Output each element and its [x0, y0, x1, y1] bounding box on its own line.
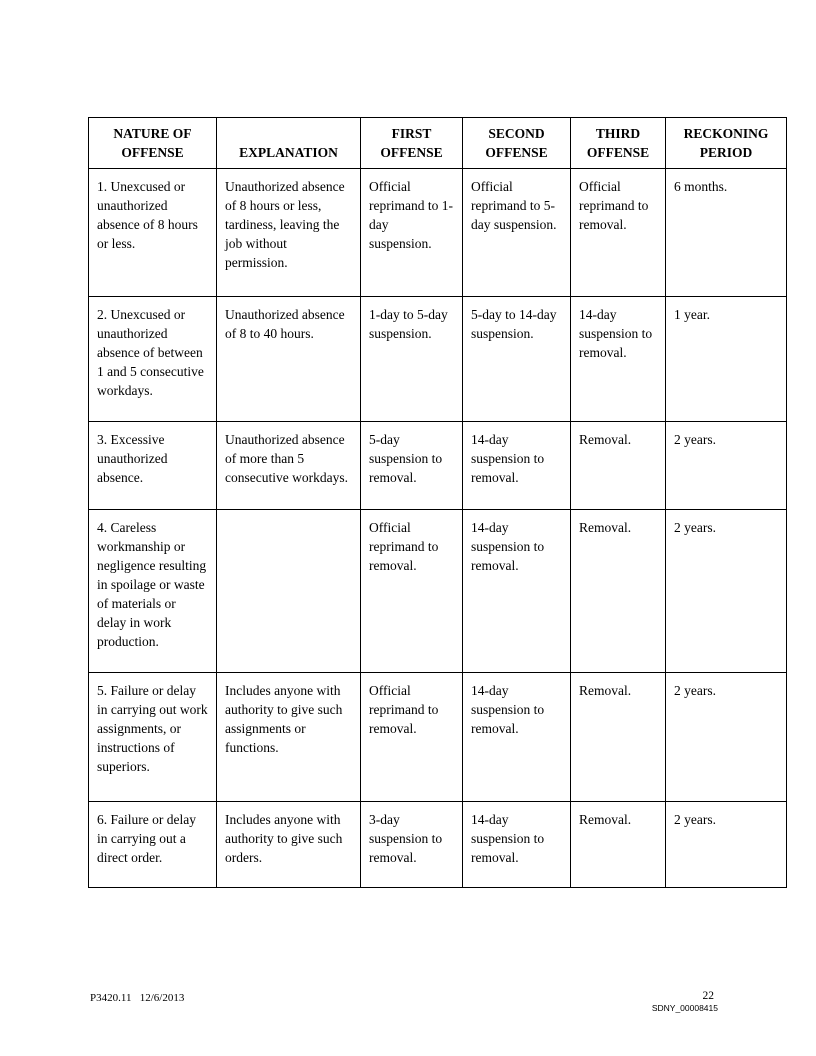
column-header-explanation: EXPLANATION: [217, 118, 361, 169]
first-offense-cell: Official reprimand to 1-day suspension.: [361, 169, 463, 297]
second-offense-cell: 14-day suspension to removal.: [463, 802, 571, 888]
nature-of-offense-cell: 3. Excessive unauthorized absence.: [89, 422, 217, 510]
first-offense-cell: 1-day to 5-day suspension.: [361, 297, 463, 422]
first-offense-cell: 3-day suspension to removal.: [361, 802, 463, 888]
first-offense-cell: 5-day suspension to removal.: [361, 422, 463, 510]
reckoning-period-cell: 2 years.: [666, 422, 787, 510]
second-offense-cell: 14-day suspension to removal.: [463, 422, 571, 510]
second-offense-cell: 14-day suspension to removal.: [463, 510, 571, 673]
explanation-cell: Unauthorized absence of 8 to 40 hours.: [217, 297, 361, 422]
footer-document-number: P3420.11 12/6/2013: [90, 992, 185, 1004]
first-offense-cell: Official reprimand to removal.: [361, 510, 463, 673]
reckoning-period-cell: 2 years.: [666, 802, 787, 888]
reckoning-period-cell: 2 years.: [666, 673, 787, 802]
column-header-third-offense: THIRD OFFENSE: [571, 118, 666, 169]
table-row: [89, 422, 787, 510]
explanation-cell: Includes anyone with authority to give such assignments or functions.: [217, 673, 361, 802]
column-header-second-offense: SECOND OFFENSE: [463, 118, 571, 169]
table-row: [89, 802, 787, 888]
offense-penalty-table: [88, 117, 787, 888]
footer-bates-stamp: SDNY_00008415: [651, 1003, 718, 1013]
column-header-nature-of-offense: NATURE OF OFFENSE: [89, 118, 217, 169]
table-row: [89, 297, 787, 422]
nature-of-offense-cell: 4. Careless workmanship or negligence resulting in spoilage or waste of materials or delay in work production.: [89, 510, 217, 673]
second-offense-cell: 5-day to 14-day suspension.: [463, 297, 571, 422]
footer-page-number: 22: [702, 990, 714, 1002]
table-row: [89, 673, 787, 802]
reckoning-period-cell: 2 years.: [666, 510, 787, 673]
third-offense-cell: Removal.: [571, 422, 666, 510]
reckoning-period-cell: 1 year.: [666, 297, 787, 422]
column-header-first-offense: FIRST OFFENSE: [361, 118, 463, 169]
explanation-cell: Unauthorized absence of 8 hours or less, tardiness, leaving the job without permission.: [217, 169, 361, 297]
nature-of-offense-cell: 1. Unexcused or unauthorized absence of 8 hours or less.: [89, 169, 217, 297]
explanation-cell: Includes anyone with authority to give such orders.: [217, 802, 361, 888]
nature-of-offense-cell: 2. Unexcused or unauthorized absence of between 1 and 5 consecutive workdays.: [89, 297, 217, 422]
reckoning-period-cell: 6 months.: [666, 169, 787, 297]
third-offense-cell: 14-day suspension to removal.: [571, 297, 666, 422]
header-row: [89, 118, 787, 169]
second-offense-cell: 14-day suspension to removal.: [463, 673, 571, 802]
explanation-cell: [217, 510, 361, 673]
explanation-cell: Unauthorized absence of more than 5 consecutive workdays.: [217, 422, 361, 510]
third-offense-cell: Removal.: [571, 673, 666, 802]
third-offense-cell: Removal.: [571, 510, 666, 673]
nature-of-offense-cell: 5. Failure or delay in carrying out work assignments, or instructions of superiors.: [89, 673, 217, 802]
first-offense-cell: Official reprimand to removal.: [361, 673, 463, 802]
second-offense-cell: Official reprimand to 5-day suspension.: [463, 169, 571, 297]
table-row: [89, 510, 787, 673]
nature-of-offense-cell: 6. Failure or delay in carrying out a direct order.: [89, 802, 217, 888]
third-offense-cell: Official reprimand to removal.: [571, 169, 666, 297]
table-row: [89, 169, 787, 297]
column-header-reckoning-period: RECKONING PERIOD: [666, 118, 787, 169]
third-offense-cell: Removal.: [571, 802, 666, 888]
